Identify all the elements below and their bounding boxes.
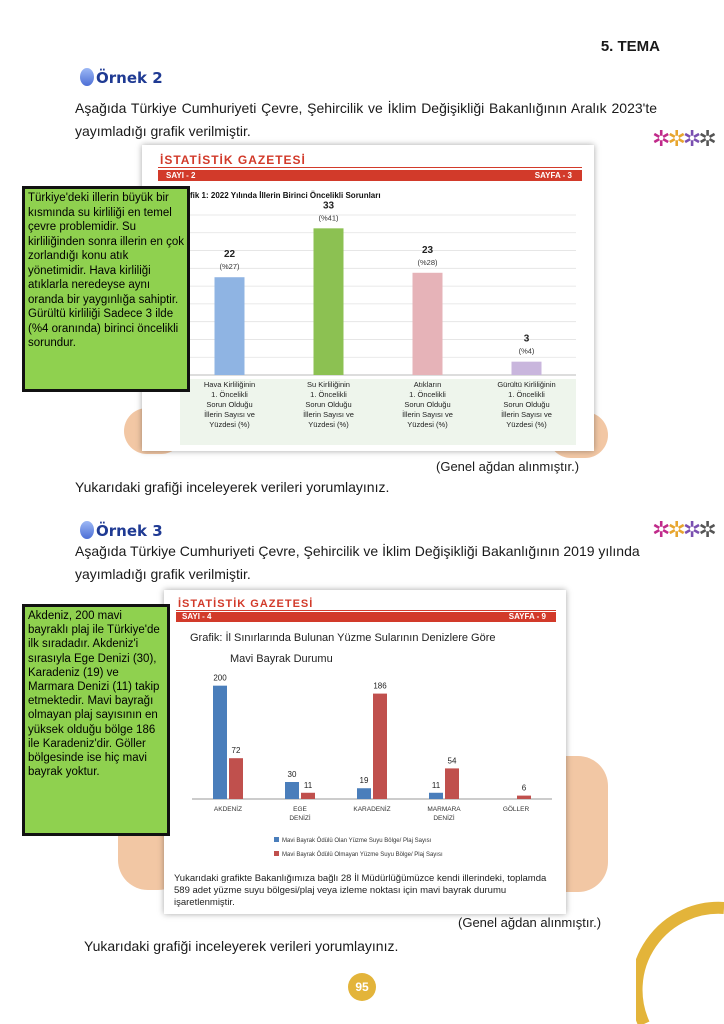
bar-value-label: 186 [373,681,387,691]
bar [517,796,531,799]
bar-percent-label: (%28) [417,257,438,267]
chart-2-caption: Yukarıdaki grafikte Bakanlığımıza bağlı 28 İl Müdürlüğümüzce kendi illerindeki, toplamda 589 adet yüzme suyu bölgesi/plaj veya izleme noktası için mavi bayrak durumu işaretlenmiştir. [174,873,547,908]
category-label: 1. Öncelikli [310,390,347,399]
example-bullet-icon [80,68,94,86]
bar-value-label: 23 [421,244,434,256]
category-label: 1. Öncelikli [508,390,545,399]
theme-title: 5. TEMA [600,38,660,55]
bar [429,793,443,799]
category-label: Yüzdesi (%) [506,420,547,429]
category-label: EGE [293,806,307,813]
chart-2-title-line-1: Grafik: İl Sınırlarında Bulunan Yüzme Sularının Denizlere Göre [190,632,496,644]
bar [215,277,245,375]
newspaper-clipping-1 [142,145,594,451]
category-label: Hava Kirliliğinin [203,380,256,389]
bar-value-label: 22 [223,249,236,261]
category-label: İllerin Sayısı ve [402,410,453,419]
category-label: Sorun Olduğu [503,400,550,409]
category-label: Atıkların [413,380,442,389]
bar [512,362,542,375]
category-label: Su Kirliliğinin [307,380,350,389]
bar-value-label: 54 [447,756,457,766]
bar-percent-label: (%27) [219,262,240,272]
chart-1 [168,201,588,447]
decorative-arc [636,900,724,1024]
newspaper-title: İSTATİSTİK GAZETESİ [160,153,306,167]
legend-label: Mavi Bayrak Ödülü Olan Yüzme Suyu Bölge/ Plaj Sayısı [282,838,432,844]
bar [373,694,387,799]
chart-2 [182,666,562,866]
question-1: Yukarıdaki grafiği inceleyerek verileri yorumlayınız. [75,479,390,495]
category-label: GÖLLER [502,806,530,813]
bar [314,228,344,375]
example-2-heading [80,68,163,87]
legend-swatch [274,851,279,856]
gears-icon: ✲✲✲✲ [652,517,714,542]
title-rule [158,167,582,168]
example-3-intro: Aşağıda Türkiye Cumhuriyeti Çevre, Şehircilik ve İklim Değişikliği Bakanlığının 2019 yılında yayımladığı grafik verilmiştir. [75,543,640,582]
bar [357,788,371,799]
bar [445,768,459,799]
issue-bar [176,612,556,622]
issue-number: SAYI - 2 [166,171,196,180]
category-label: MARMARA [427,806,461,813]
category-label: KARADENİZ [353,806,391,813]
issue-bar [158,170,582,181]
category-label: İllerin Sayısı ve [303,410,354,419]
page-number-badge: 95 [348,973,376,1001]
legend-swatch [274,837,279,842]
category-label: AKDENİZ [213,806,243,813]
example-2-intro: Aşağıda Türkiye Cumhuriyeti Çevre, Şehircilik ve İklim Değişikliği Bakanlığının Aralık 2023'te yayımladığı grafik verilmiştir. [75,100,657,139]
bar-value-label: 200 [213,673,227,683]
category-label: İllerin Sayısı ve [501,410,552,419]
bar-value-label: 19 [359,776,369,786]
bar-value-label: 72 [231,746,241,756]
bar [413,273,443,375]
summary-note-2: Akdeniz, 200 mavi bayraklı plaj ile Türkiye'de ilk sıradadır. Akdeniz'i sırasıyla Ege Denizi (30), Karadeniz (19) ve Marmara Denizi (11) takip etmektedir. Mavi bayrağı olmayan plaj sayısının en yüksek olduğu bölge 186 ile Karadeniz'dir. Göller bölgesinde ise hiç mavi bayrak yoktur. [22,604,170,836]
example-3-label: Örnek 3 [96,522,163,540]
bar-percent-label: (%4) [518,346,535,356]
page-number-label: SAYFA - 9 [508,612,546,621]
category-label: Yüzdesi (%) [407,420,448,429]
newspaper-clipping-2 [164,590,566,914]
newspaper-title: İSTATİSTİK GAZETESİ [178,598,314,610]
category-label: Sorun Olduğu [404,400,451,409]
question-2: Yukarıdaki grafiği inceleyerek verileri yorumlayınız. [84,938,399,954]
bar-value-label: 11 [431,780,441,790]
legend-label: Mavi Bayrak Ödülü Olmayan Yüzme Suyu Bölge/ Plaj Sayısı [282,852,443,858]
bar-value-label: 30 [287,770,297,779]
issue-number: SAYI - 4 [182,612,212,621]
category-label: Sorun Olduğu [206,400,253,409]
category-label: İllerin Sayısı ve [204,410,255,419]
category-label: 1. Öncelikli [409,390,446,399]
category-label: Gürültü Kirliliğinin [497,380,556,389]
category-label: DENİZİ [289,815,311,822]
bar [285,782,299,799]
category-label: Yüzdesi (%) [308,420,349,429]
page-number-label: SAYFA - 3 [534,171,572,180]
summary-note-1: Türkiye'deki illerin büyük bir kısmında su kirliliği en temel çevre problemidir. Su kirliliğinden sonra illerin en çok zorlandığı konu atık yönetimidir. Hava kirliliği atıklarla neredeyse aynı oranda bir yaygınlığa sahiptir. Gürültü kirliliği Sadece 3 ilde (%4 oranında) birinci öncelikli sorundur. [22,186,190,392]
bar-value-label: 11 [303,780,313,790]
chart-1-title: fik 1: 2022 Yılında İllerin Birinci Öncelikli Sorunları [190,191,381,200]
example-2-label: Örnek 2 [96,69,163,87]
example-3-heading [80,521,163,540]
source-note-2: (Genel ağdan alınmıştır.) [458,915,602,930]
category-label: DENİZİ [433,815,455,822]
gears-icon: ✲✲✲✲ [652,126,714,151]
category-label: Yüzdesi (%) [209,420,250,429]
bar-value-label: 6 [521,783,527,793]
bar [301,793,315,799]
chart-2-title-line-2: Mavi Bayrak Durumu [230,653,333,665]
category-label: 1. Öncelikli [211,390,248,399]
source-note-1: (Genel ağdan alınmıştır.) [436,459,580,474]
category-label: Sorun Olduğu [305,400,352,409]
bar [229,758,243,799]
title-rule [176,610,556,611]
bar [213,686,227,799]
bar-value-label: 33 [322,201,335,212]
example-bullet-icon [80,521,94,539]
bar-value-label: 3 [523,333,530,345]
bar-percent-label: (%41) [318,213,339,223]
